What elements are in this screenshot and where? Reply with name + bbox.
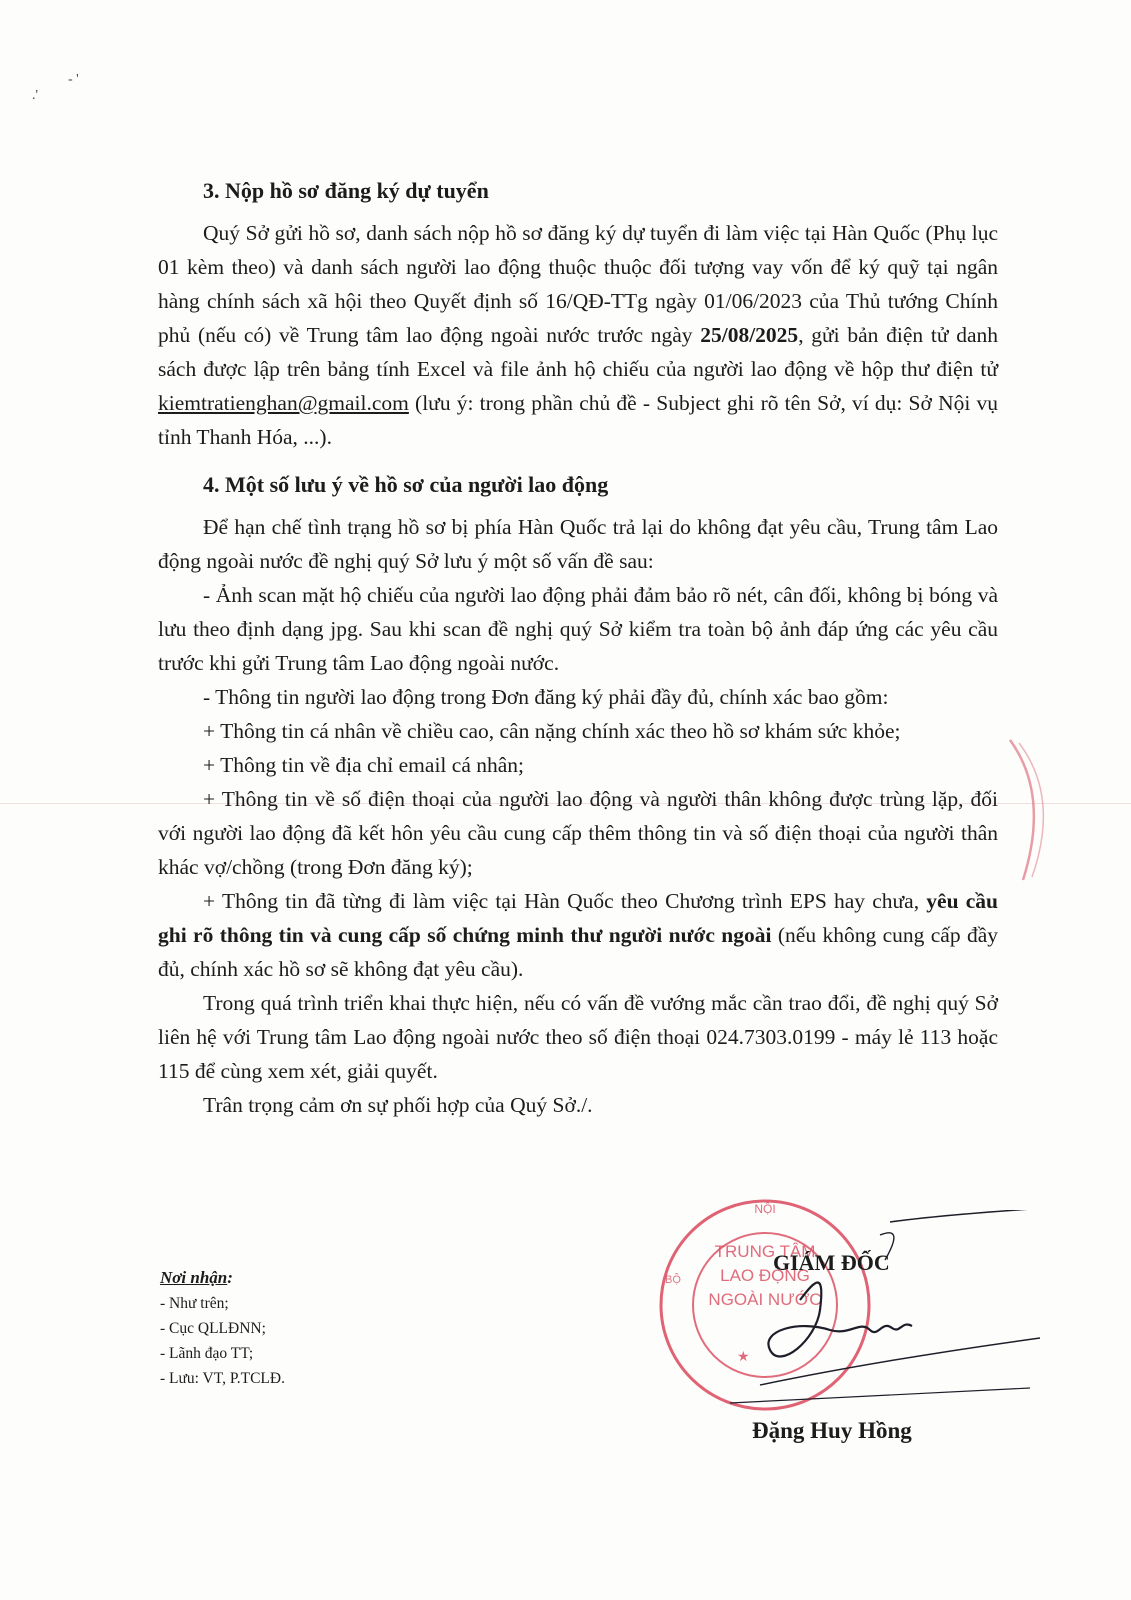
- bold-requirement: yêu cầu ghi rõ thông tin và cung cấp số chứng minh thư người nước ngoài: [158, 889, 999, 947]
- stamp-line-3: NGOÀI NƯỚC: [708, 1290, 822, 1309]
- item-registration-info: - Thông tin người lao động trong Đơn đăng ký phải đầy đủ, chính xác bao gồm:: [203, 685, 889, 709]
- recipients-block: [160, 1265, 285, 1391]
- thanks-paragraph: Trân trọng cảm ơn sự phối hợp của Quý Sở./.: [203, 1093, 593, 1117]
- recipient-item: - Lưu: VT, P.TCLĐ.: [160, 1370, 285, 1387]
- stamp-line-1: TRUNG TÂM: [714, 1242, 816, 1261]
- paragraph-text: (nếu không cung cấp đầy đủ, chính xác hồ sơ sẽ không đạt yêu cầu).: [158, 923, 998, 981]
- section-3-heading: 3. Nộp hồ sơ đăng ký dự tuyển: [203, 178, 489, 203]
- contact-paragraph: Trong quá trình triển khai thực hiện, nếu có vấn đề vướng mắc cần trao đổi, đề nghị quý Sở liên hệ với Trung tâm Lao động ngoài nước theo số điện thoại 024.7303.0199 - máy lẻ 113 hoặc 115 để cùng xem xét, giải quyết.: [158, 991, 998, 1083]
- handwritten-signature: [730, 1210, 1050, 1410]
- item-passport-scan: - Ảnh scan mặt hộ chiếu của người lao động phải đảm bảo rõ nét, cân đối, không bị bóng và lưu theo định dạng jpg. Sau khi scan đề nghị quý Sở kiểm tra toàn bộ ảnh đáp ứng các yêu cầu trước khi gửi Trung tâm Lao động ngoài nước.: [158, 583, 998, 675]
- section-4: [158, 470, 998, 1122]
- sub-item-height-weight: + Thông tin cá nhân về chiều cao, cân nặng chính xác theo hồ sơ khám sức khỏe;: [203, 719, 901, 743]
- recipients-title: Nơi nhận: [160, 1268, 228, 1287]
- section-4-intro: Để hạn chế tình trạng hồ sơ bị phía Hàn Quốc trả lại do không đạt yêu cầu, Trung tâm Lao động ngoài nước đề nghị quý Sở lưu ý một số vấn đề sau:: [158, 515, 998, 573]
- section-3-paragraph: [158, 216, 998, 454]
- sub-item-phone: + Thông tin về số điện thoại của người lao động và người thân không được trùng lặp, đối với người lao động đã kết hôn yêu cầu cung cấp thêm thông tin và số điện thoại của người thân khác vợ/chồng (trong Đơn đăng ký);: [158, 787, 998, 879]
- stamp-top-text: NỘI: [754, 1202, 776, 1216]
- recipient-item: - Lãnh đạo TT;: [160, 1345, 254, 1362]
- edge-seal-icon: [1005, 735, 1065, 885]
- recipients-colon: :: [227, 1268, 233, 1287]
- paragraph-text: Quý Sở gửi hồ sơ, danh sách nộp hồ sơ đăng ký dự tuyển đi làm việc tại Hàn Quốc (Phụ lục 01 kèm theo) và danh sách người lao động thuộc thuộc đối tượng vay vốn để ký quỹ tại ngân hàng chính sách xã hội theo Quyết định số 16/QĐ-TTg ngày 01/06/2023 của Thủ tướng Chính phủ (nếu có) về Trung tâm lao động ngoài nước trước ngày: [158, 221, 998, 347]
- deadline-date: 25/08/2025: [700, 323, 799, 347]
- signer-title: GIÁM ĐỐC: [773, 1250, 890, 1275]
- email-link[interactable]: kiemtratienghan@gmail.com: [158, 391, 409, 415]
- sub-item-eps: [158, 884, 998, 986]
- letter-body: [158, 176, 998, 1122]
- stamp-left-text: BỘ: [665, 1274, 681, 1286]
- svg-text:★: ★: [737, 1350, 750, 1365]
- recipient-item: - Như trên;: [160, 1295, 229, 1312]
- stamp-line-2: LAO ĐỘNG: [720, 1266, 810, 1285]
- scan-mark: .': [32, 88, 39, 103]
- signer-name: Đặng Huy Hồng: [752, 1418, 912, 1443]
- paragraph-text: + Thông tin đã từng đi làm việc tại Hàn Quốc theo Chương trình EPS hay chưa,: [203, 889, 927, 913]
- paragraph-text: , gửi bản điện tử danh sách được lập trên bảng tính Excel và file ảnh hộ chiếu của người lao động về hộp thư điện tử: [158, 323, 998, 381]
- section-4-heading: 4. Một số lưu ý về hồ sơ của người lao động: [203, 472, 609, 497]
- paragraph-text: (lưu ý: trong phần chủ đề - Subject ghi rõ tên Sở, ví dụ: Sở Nội vụ tỉnh Thanh Hóa, ...).: [158, 391, 998, 449]
- sub-item-email: + Thông tin về địa chỉ email cá nhân;: [203, 753, 524, 777]
- recipient-item: - Cục QLLĐNN;: [160, 1320, 266, 1337]
- scan-mark: - ': [68, 72, 79, 87]
